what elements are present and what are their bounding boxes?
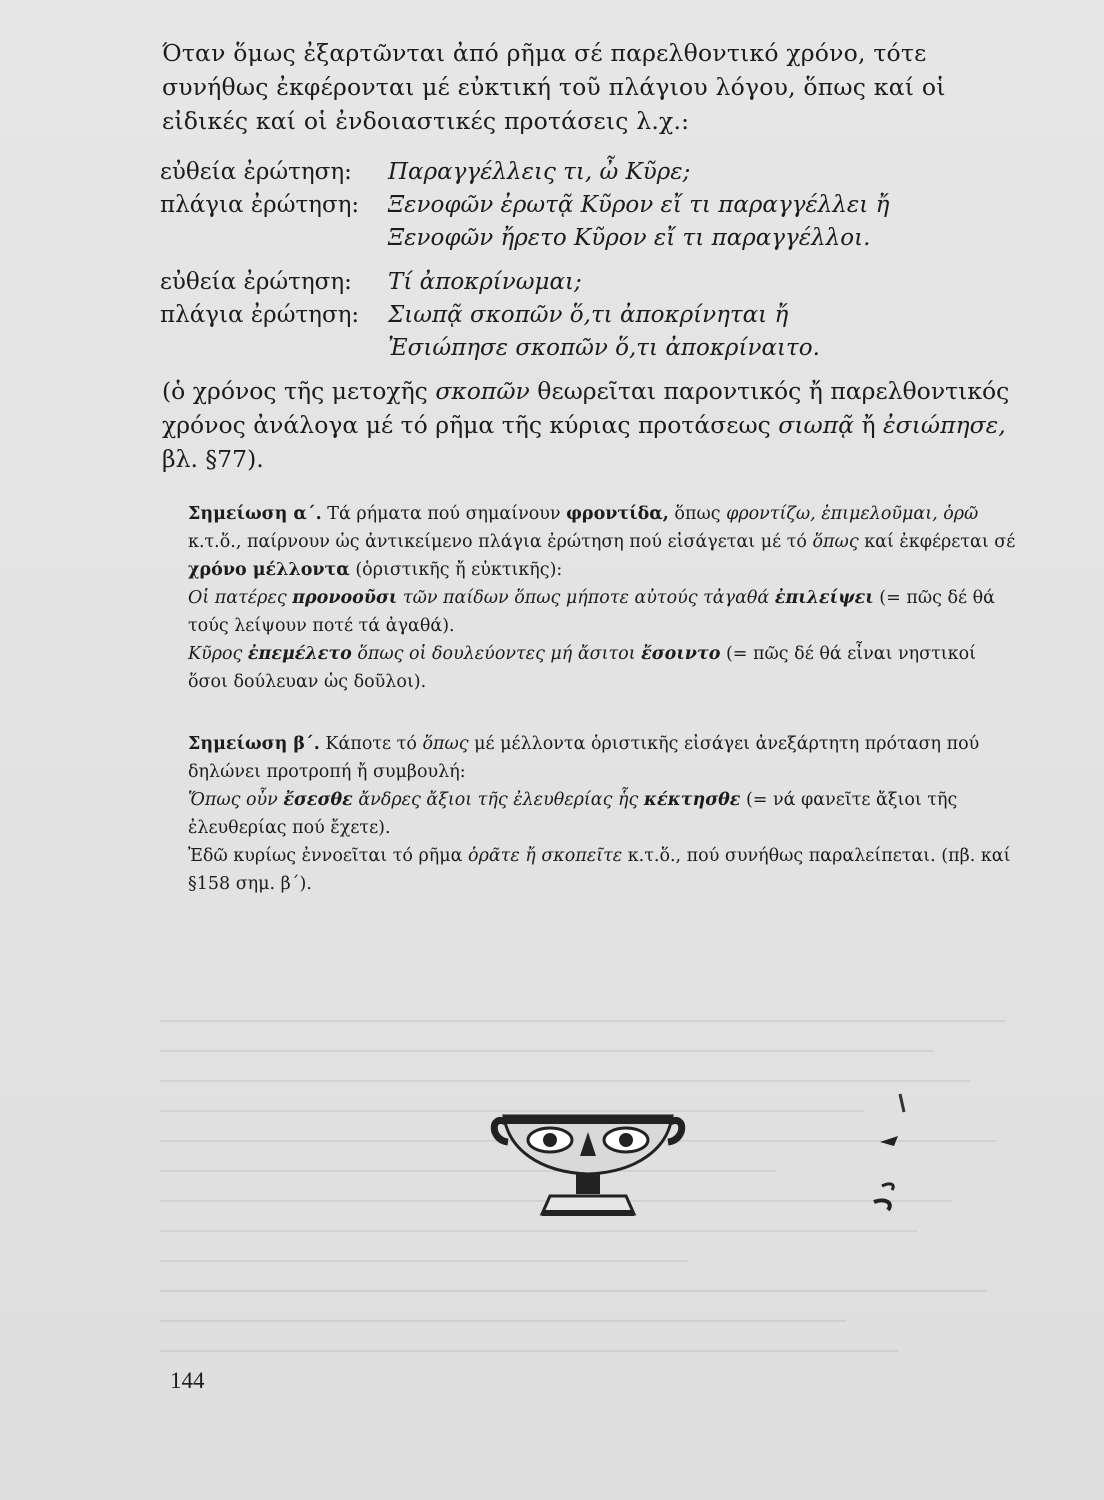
text-run-bold: φροντίδα, (566, 504, 669, 524)
note-a (188, 500, 1018, 696)
text-run: (ὁ χρόνος τῆς μετοχῆς (162, 377, 436, 405)
example-row (160, 299, 889, 332)
text-run-italic: ὅπως (812, 532, 859, 552)
text-run-italic: τῶν παίδων ὅπως μήποτε αὐτούς τἀγαθά (397, 588, 775, 608)
text-run-italic: σκοπῶν (435, 377, 530, 405)
text-run: (= νά φανεῖτε ἄξιοι τῆς ἐλευθερίας πού ἔχετε). (188, 790, 958, 838)
example-row (160, 189, 889, 222)
text-run: (ὁριστικῆς ἤ εὐκτικῆς): (349, 560, 563, 580)
text-run-italic: ἄνδρες ἄξιοι τῆς ἐλευθερίας ἧς (352, 790, 644, 810)
example-row (160, 156, 889, 189)
text-run: κ.τ.ὅ., πού συνήθως παραλείπεται. (πβ. καί §158 σημ. β΄). (188, 846, 1011, 894)
note-b-example (188, 786, 1018, 842)
intro-text: Όταν ὅμως ἐξαρτῶνται ἀπό ρῆμα σέ παρελθοντικό χρόνο, τότε συνήθως ἐκφέρονται μέ εὐκτική τοῦ πλάγιου λόγου, ὅπως καί οἱ εἰδικές καί οἱ ἐνδοιαστικές προτάσεις λ.χ.: (162, 39, 946, 135)
tense-remark (162, 374, 1022, 476)
example-label: πλάγια ἐρώτηση: (160, 302, 360, 328)
text-run-bold: χρόνο μέλλοντα (188, 560, 350, 580)
text-run: κ.τ.ὅ., παίρνουν ὡς ἀντικείμενο πλάγια ἐρώτηση πού εἰσάγεται μέ τό (188, 532, 813, 552)
text-run-italic: Κῦρος (188, 644, 248, 664)
note-b-closing (188, 842, 1018, 898)
example-value: Παραγγέλλεις τι, ὦ Κῦρε; (388, 159, 691, 185)
text-run-italic: Οἱ πατέρες (188, 588, 293, 608)
text-run-bold-italic: ἐπεμέλετο (247, 644, 352, 664)
example-label: εὐθεία ἐρώτηση: (160, 269, 352, 295)
text-run-italic: ὅπως οἱ δουλεύοντες μή ἄσιτοι (351, 644, 642, 664)
text-run-italic: ὅπως (422, 734, 469, 754)
text-run-italic: ὁρᾶτε ἤ σκοπεῖτε (468, 846, 623, 866)
text-run: μέ μέλλοντα ὁριστικῆς εἰσάγει ἀνεξάρτητη πρόταση πού δηλώνει προτροπή ἤ συμβουλή: (188, 734, 980, 782)
text-run: Ἐδῶ κυρίως ἐννοεῖται τό ρῆμα (188, 846, 469, 866)
example-row (160, 222, 889, 255)
text-run: θεωρεῖται παροντικός ἤ παρελθοντικός χρόνος ἀνάλογα μέ τό ρῆμα τῆς κύριας προτάσεως (162, 377, 1010, 439)
example-value: Σιωπᾷ σκοπῶν ὅ,τι ἀποκρίνηται ἤ (388, 302, 789, 328)
page-number: 144 (170, 1368, 205, 1393)
text-run: βλ. §77). (162, 445, 264, 473)
text-run-bold-italic: κέκτησθε (643, 790, 741, 810)
example-row (160, 266, 889, 299)
example-value: Ξενοφῶν ἤρετο Κῦρον εἴ τι παραγγέλλοι. (388, 225, 871, 251)
text-run: καί ἐκφέρεται σέ (858, 532, 1016, 552)
text-run-bold-italic: ἔσοιντο (641, 644, 721, 664)
print-specks (860, 1090, 940, 1230)
example-value: Ἐσιώπησε σκοπῶν ὅ,τι ἀποκρίναιτο. (388, 335, 820, 361)
example-label: πλάγια ἐρώτηση: (160, 192, 360, 218)
text-run: (= πῶς δέ θά τούς λείψουν ποτέ τά ἀγαθά). (188, 588, 995, 636)
example-value: Ξενοφῶν ἐρωτᾷ Κῦρον εἴ τι παραγγέλλει ἤ (388, 192, 890, 218)
examples-table (160, 156, 889, 365)
example-value: Τί ἀποκρίνωμαι; (388, 269, 582, 295)
note-b (188, 730, 1018, 898)
text-run-bold-italic: προνοοῦσι (292, 588, 398, 608)
text-run: ἤ (854, 411, 884, 439)
text-run-bold-italic: ἔσεσθε (283, 790, 353, 810)
text-run-italic: ἐσιώπησε, (883, 411, 1006, 439)
text-run: (= πῶς δέ θά εἶναι νηστικοί ὅσοι δούλευαν ὡς δοῦλοι). (188, 644, 976, 692)
text-run-italic: σιωπᾷ (778, 411, 855, 439)
note-a-body (188, 500, 1018, 584)
note-a-example-2 (188, 640, 1018, 696)
tense-remark-text (162, 374, 1022, 476)
text-run-italic: φροντίζω, ἐπιμελοῦμαι, ὁρῶ (726, 504, 979, 524)
intro-paragraph (162, 36, 1022, 138)
text-run: ὅπως (668, 504, 727, 524)
example-row (160, 332, 889, 365)
note-a-example-1 (188, 584, 1018, 640)
kylix-cup-illustration (488, 1092, 688, 1222)
example-label: εὐθεία ἐρώτηση: (160, 159, 352, 185)
text-run-bold-italic: ἐπιλείψει (774, 588, 874, 608)
note-b-body (188, 730, 1018, 786)
note-b-title: Σημείωση β΄. (188, 734, 320, 754)
text-run-italic: Ὅπως οὖν (188, 790, 284, 810)
text-run: Τά ρήματα πού σημαίνουν (321, 504, 567, 524)
text-run: Κάποτε τό (319, 734, 423, 754)
note-a-title: Σημείωση α΄. (188, 504, 322, 524)
